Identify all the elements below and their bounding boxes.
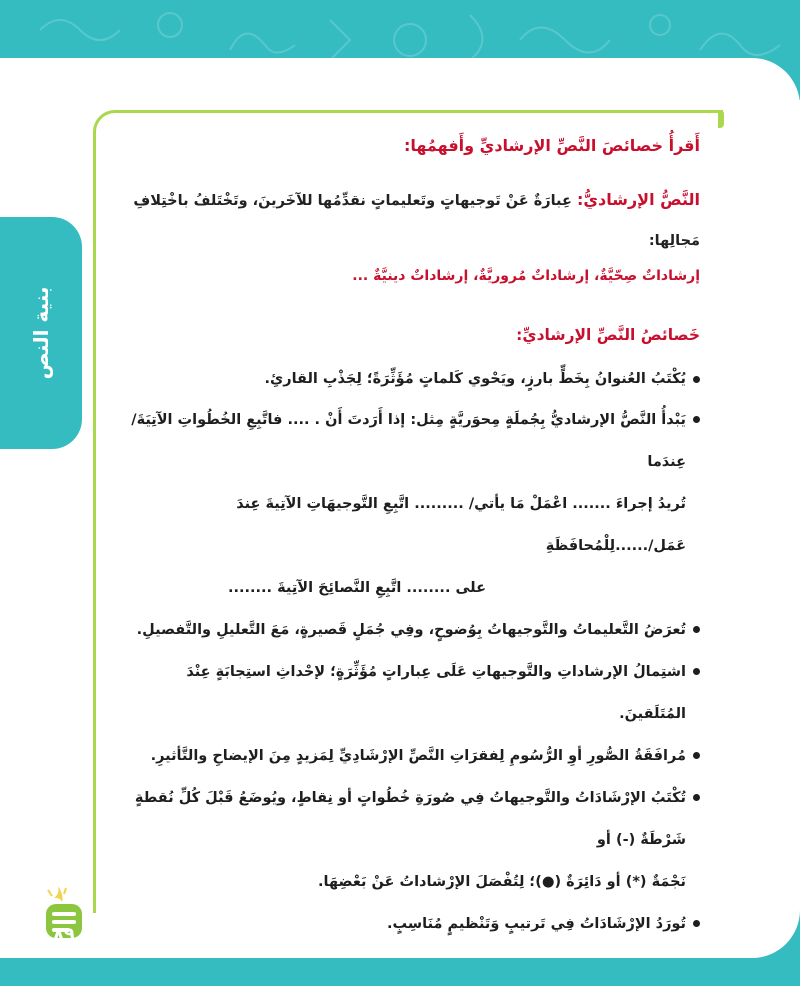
list-item-text: يُكْتَبُ العُنوانُ بِخَطٍّ بارزٍ، ويَحْوي كَلماتٍ مُؤَثِّرَةً؛ لِجَذْبِ القارئِ. xyxy=(264,371,686,387)
list-item-text: مُرافَقَةُ الصُّورِ أوِ الرُّسُومِ لِفقرَاتِ النَّصِّ الإرْشَادِيِّ لِمَزيدٍ مِنَ الإيضاحِ والتَّأثيرِ. xyxy=(150,748,686,764)
features-list xyxy=(120,359,700,945)
section-heading: أَقرأُ خصائصَ النَّصِّ الإرشاديِّ وأَفهمُها: xyxy=(403,136,700,155)
definition-term: النَّصُّ الإرشاديُّ: xyxy=(576,190,700,209)
page-number: ٨٩ xyxy=(53,924,75,945)
definition xyxy=(120,180,700,261)
examples-line: إرشاداتٌ صِحّيَّةٌ، إرشاداتٌ مُروريَّةٌ، إرشاداتٌ دينيَّةٌ ... xyxy=(352,268,700,284)
list-item-text: يَبْدأُ النَّصُّ الإرشاديُّ بِجُملَةٍ مِحوَريَّةٍ مِثل: إذا أَرَدتَ أَنْ . .... فاتَّبِعِ الخُطُواتِ الآتِيَةَ/ عِندَما xyxy=(131,412,686,470)
list-item xyxy=(120,777,700,903)
bullet-icon xyxy=(693,920,700,927)
bullet-icon xyxy=(693,668,700,675)
bullet-icon xyxy=(693,416,700,423)
side-tab-label: بنية النص xyxy=(29,286,53,380)
list-item-text: تُكْتَبُ الإرْشَادَاتُ والتَّوجيهاتُ فِي صُورَةِ خُطُواتٍ أو نِقاطٍ، ويُوضَعُ قَبْلَ كُلِّ نُقطةٍ شَرْطَةٌ (-) أو xyxy=(134,790,686,848)
list-item-text: تُريدُ إجراءَ ....... اعْمَلْ مَا يأتي/ ......... اتَّبِعِ التَّوجيهَاتِ الآتِيةَ عِندَ عَمَل/......لِلْمُحافَظَةِ xyxy=(236,496,686,554)
list-item xyxy=(120,903,700,945)
list-item-text: على ........ اتَّبِعِ النَّصائِحَ الآتِيةَ ........ xyxy=(228,580,486,596)
list-item-text: نَجْمَةٌ (*) أو دَائِرَةٌ (●)؛ لِتُفْصَلَ الإرْشاداتُ عَنْ بَعْضِهَا. xyxy=(318,874,686,890)
list-item xyxy=(120,399,700,609)
list-item xyxy=(120,735,700,777)
list-item-text: تُورَدُ الإرْشَادَاتُ فِي تَرتيبٍ وَتَنْظيمٍ مُنَاسِبٍ. xyxy=(387,916,686,932)
list-item-text: تُعرَضُ التَّعليماتُ والتَّوجيهاتُ بِوُضوحٍ، وفِي جُمَلٍ قَصيرةٍ، مَعَ التَّعليلِ والتَّفصيلِ. xyxy=(136,622,686,638)
bullet-icon xyxy=(693,794,700,801)
bullet-icon xyxy=(693,626,700,633)
definition-text: عِبارَةٌ عَنْ تَوجيهاتٍ وتَعليماتٍ نقدِّمُها للآخَرينَ، وتَخْتَلفُ باخْتِلافِ مَجالِها: xyxy=(133,193,700,249)
list-item xyxy=(120,359,700,399)
panel-border-edge xyxy=(718,110,724,128)
bullet-icon xyxy=(693,376,700,383)
features-subheading: خَصائصُ النَّصِّ الإرشاديِّ: xyxy=(516,326,700,344)
list-item-text: اشتِمالُ الإرشاداتِ والتَّوجيهاتِ عَلَى عِباراتٍ مُؤَثِّرَةٍ؛ لإحْداثِ استِجابَةٍ عِنْدَ المُتَلَقينَ. xyxy=(186,664,686,722)
list-item xyxy=(120,609,700,651)
bullet-icon xyxy=(693,752,700,759)
list-item xyxy=(120,651,700,735)
lesson-content xyxy=(120,128,700,945)
